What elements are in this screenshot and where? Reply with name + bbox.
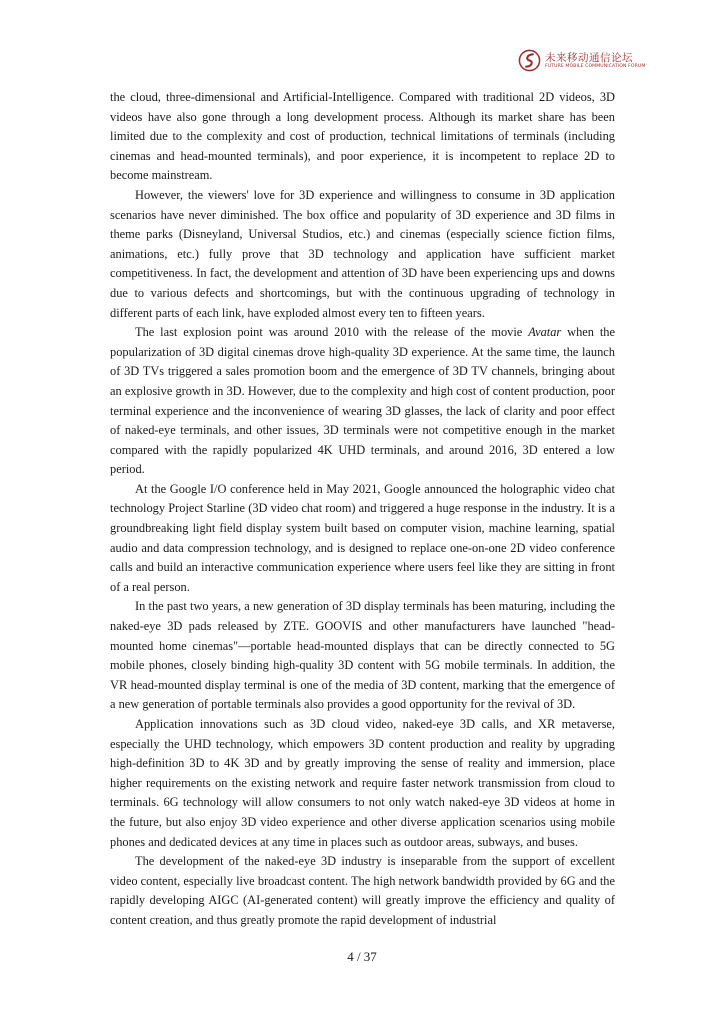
- paragraph: However, the viewers' love for 3D experience and willingness to consume in 3D application scenarios have never diminished. The box office and popularity of 3D experience and 3D films in theme parks (Disneyland, Universal Studios, etc.) and cinemas (especially science fiction films, animations, etc.) fully prove that 3D technology and application have sufficient market competitiveness. In fact, the development and attention of 3D have been experiencing ups and downs due to various defects and shortcomings, but with the continuous upgrading of technology in different parts of each link, have exploded almost every ten to fifteen years.: [110, 187, 615, 320]
- paragraph-text: The last explosion point was around 2010 with the release of the movie: [135, 325, 529, 340]
- paragraph: In the past two years, a new generation of 3D display terminals has been maturing, including the naked-eye 3D pads released by ZTE. GOOVIS and other manufacturers have launched "head-mounted home cinemas"—portable head-mounted displays that can be directly connected to 5G mobile phones, closely binding high-quality 3D content with 5G mobile terminals. In addition, the VR head-mounted display terminal is one of the media of 3D content, marking that the emergence of a new generation of portable terminals also provides a good opportunity for the revival of 3D.: [110, 599, 615, 712]
- paragraph: [110, 323, 615, 480]
- logo-english-name: FUTURE MOBILE COMMUNICATION FORUM: [545, 64, 646, 69]
- forum-logo: [518, 49, 646, 75]
- page-header: [0, 0, 724, 100]
- page-number: 4 / 37: [347, 949, 377, 964]
- logo-chinese-name: 未来移动通信论坛: [545, 52, 633, 64]
- movie-title: Avatar: [528, 325, 562, 340]
- paragraph: At the Google I/O conference held in May 2021, Google announced the holographic video chat technology Project Starline (3D video chat room) and triggered a huge response in the industry. It is a groundbreaking light field display system built based on computer vision, machine learning, spatial audio and data compression technology, and is designed to replace one-on-one 2D video conference calls and build an interactive communication experience where users feel like they are sitting in front of a real person.: [110, 481, 615, 594]
- paragraph: Application innovations such as 3D cloud video, naked-eye 3D calls, and XR metaverse, especially the UHD technology, which empowers 3D content production and reality by upgrading high-definition 3D to 4K 3D and by greatly improving the sense of reality and immersion, place higher requirements on the existing network and require faster network transmission from cloud to terminals. 6G technology will allow consumers to not only watch naked-eye 3D videos at home in the future, but also enjoy 3D video experience and other diverse application scenarios using mobile phones and dedicated devices at any time in places such as outdoor areas, subways, and buses.: [110, 717, 615, 849]
- paragraph: The development of the naked-eye 3D industry is inseparable from the support of excellent video content, especially live broadcast content. The high network bandwidth provided by 6G and the rapidly developing AIGC (AI-generated content) will greatly improve the efficiency and quality of content creation, and thus greatly promote the rapid development of industrial: [110, 854, 615, 927]
- document-body: [110, 88, 615, 931]
- forum-logo-icon: [518, 49, 541, 72]
- paragraph-text: when the popularization of 3D digital cinemas drove high-quality 3D experience. At the same time, the launch of 3D TVs triggered a sales promotion boom and the emergence of 3D TV channels, bringing about an explosive growth in 3D. However, due to the complexity and high cost of content production, poor terminal experience and the inconvenience of wearing 3D glasses, the lack of clarity and poor effect of naked-eye terminals, and other issues, 3D terminals were not competitive enough in the market compared with the rapidly popularized 4K UHD terminals, and around 2016, 3D entered a low period.: [110, 325, 615, 477]
- paragraph-continued: the cloud, three-dimensional and Artificial-Intelligence. Compared with traditional 2D videos, 3D videos have also gone through a long development process. Although its market share has been limited due to the complexity and cost of production, technical limitations of terminals (including cinemas and head-mounted terminals), and poor experience, it is incompetent to replace 2D to become mainstream.: [110, 90, 615, 183]
